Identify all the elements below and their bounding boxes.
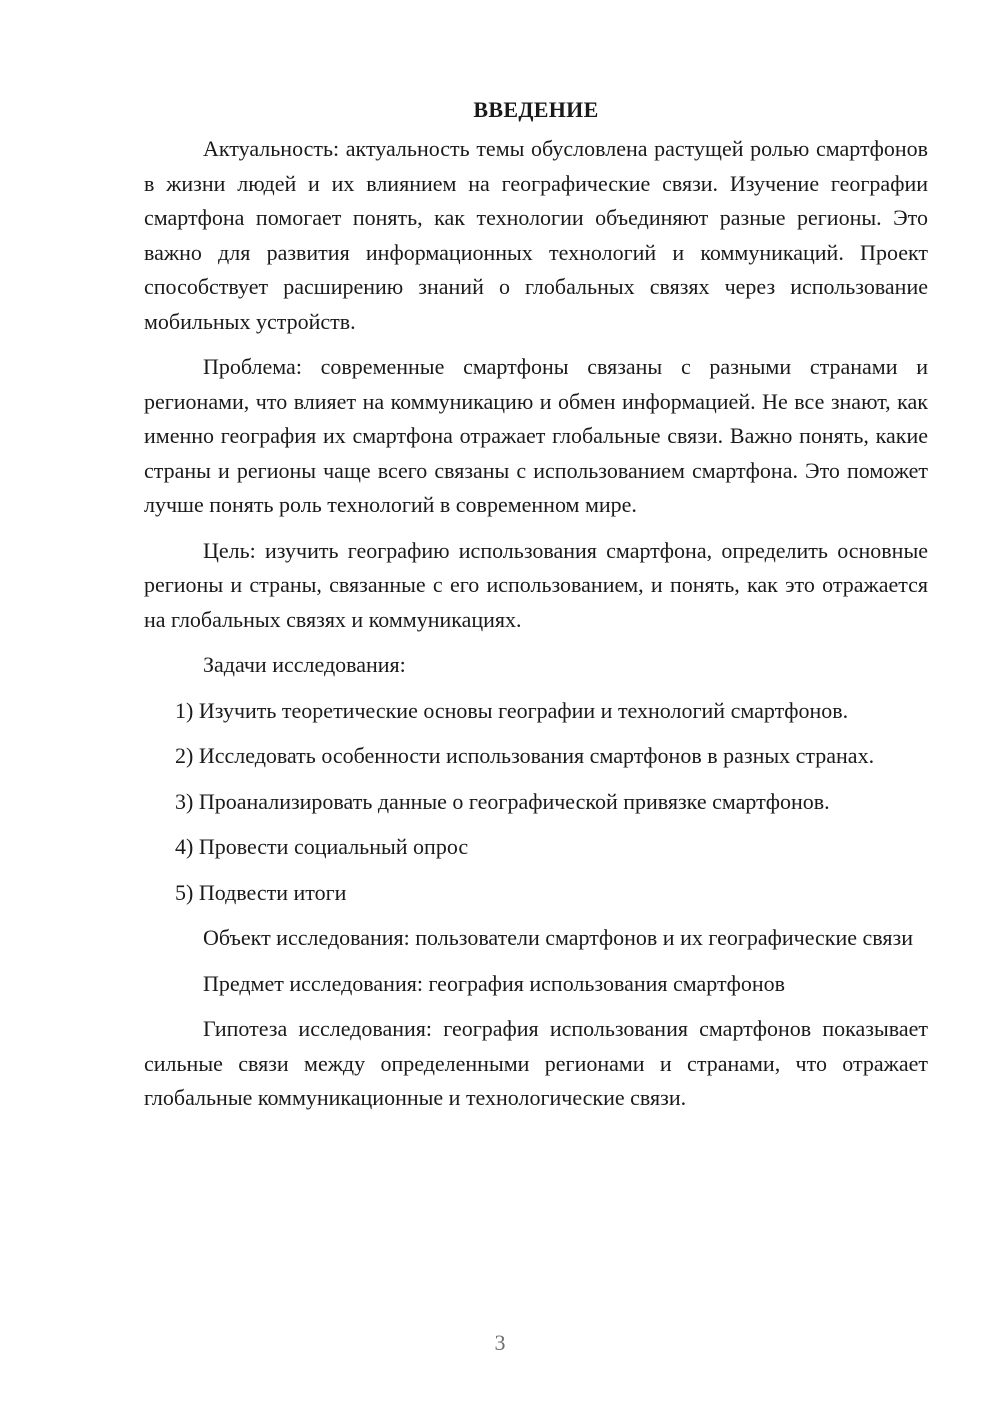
- hypothesis-paragraph: Гипотеза исследования: география использования смартфонов показывает сильные связи между определенными регионами и странами, что отражает глобальные коммуникационные и технологические связи.: [144, 1016, 928, 1110]
- task-item: 1) Изучить теоретические основы географии и технологий смартфонов.: [175, 697, 849, 723]
- subject-paragraph: Предмет исследования: география использования смартфонов: [203, 970, 786, 996]
- page-number: 3: [494, 1330, 506, 1355]
- task-item: 4) Провести социальный опрос: [175, 834, 469, 859]
- section-title: ВВЕДЕНИЕ: [473, 97, 599, 122]
- task-item: 3) Проанализировать данные о географической привязке смартфонов.: [175, 788, 830, 814]
- relevance-paragraph: Актуальность: актуальность темы обусловлена растущей ролью смартфонов в жизни людей и их влиянием на географические связи. Изучение географии смартфона помогает понять, как технологии объединяют разные регионы. Это важно для развития информационных технологий и коммуникаций. Проект способствует расширению знаний о глобальных связях через использование мобильных устройств.: [144, 136, 928, 334]
- problem-paragraph: Проблема: современные смартфоны связаны с разными странами и регионами, что влияет на коммуникацию и обмен информацией. Не все знают, как именно география их смартфона отражает глобальные связи. Важно понять, какие страны и регионы чаще всего связаны с использованием смартфона. Это поможет лучше понять роль технологий в современном мире.: [144, 354, 928, 517]
- document-page: [144, 90, 928, 1116]
- task-item: 2) Исследовать особенности использования смартфонов в разных странах.: [175, 743, 875, 768]
- object-paragraph: Объект исследования: пользователи смартфонов и их географические связи: [203, 925, 913, 950]
- task-item: 5) Подвести итоги: [175, 879, 347, 905]
- tasks-heading: Задачи исследования:: [203, 652, 406, 677]
- goal-paragraph: Цель: изучить географию использования смартфона, определить основные регионы и страны, связанные с его использованием, и понять, как это отражается на глобальных связях и коммуникациях.: [144, 537, 928, 632]
